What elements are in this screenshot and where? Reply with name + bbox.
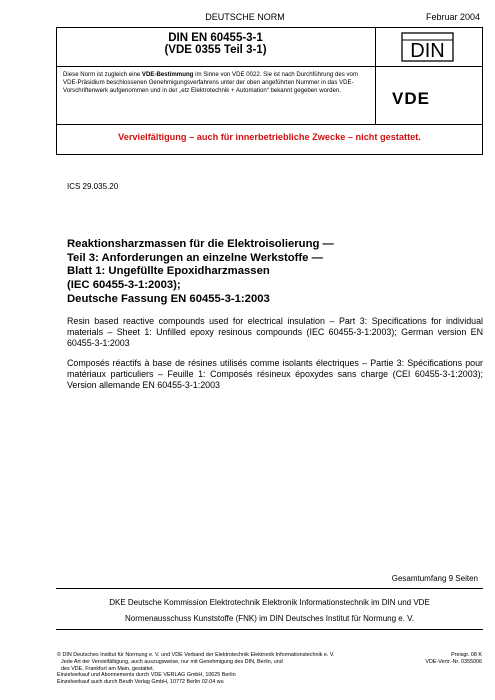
ics-code: ICS 29.035.20 xyxy=(67,182,119,191)
main-title xyxy=(67,238,467,307)
vde-id: (VDE 0355 Teil 3-1) xyxy=(164,44,267,56)
fnk-committee: Normenausschuss Kunststoffe (FNK) im DIN Deutsches Institut für Normung e. V. xyxy=(125,614,414,623)
price-group: Preisgr. 08 K xyxy=(451,652,482,658)
main-title-line: Deutsche Fassung EN 60455-3-1:2003 xyxy=(67,292,270,305)
total-pages: Gesamtumfang 9 Seiten xyxy=(391,574,478,583)
vde-contract-number: VDE-Vertr.-Nr. 0355006 xyxy=(425,658,482,665)
reproduction-notice: Vervielfältigung – auch für innerbetriebliche Zwecke – nicht gestattet. xyxy=(118,132,421,142)
din-logo-box xyxy=(375,27,483,67)
copyright-line: des VDE, Frankfurt am Main, gestattet. xyxy=(61,665,155,672)
copyright-line: Einzelverkauf auch durch Beuth Verlag GmbH, 10772 Berlin 02.04 wu xyxy=(57,679,224,686)
norm-type-label: DEUTSCHE NORM xyxy=(205,12,285,22)
french-title: Composés réactifs à base de résines utilisés comme isolants électriques – Partie 3: Spécifications pour matériaux particuliers – Feuille 1: Composés résineux époxydes sans charge (CEI 60455-3-1:2003); Version allemande EN 60455-3-1:2003 xyxy=(67,358,483,390)
price-block xyxy=(400,652,482,666)
divider-top xyxy=(56,588,483,589)
copyright-line: Jede Art der Vervielfältigung, auch auszugsweise, nur mit Genehmigung des DIN, Berlin, und xyxy=(61,658,283,665)
main-title-line: (IEC 60455-3-1:2003); xyxy=(67,279,181,292)
copyright-line: Einzelverkauf und Abonnements durch VDE VERLAG GmbH, 10625 Berlin xyxy=(57,672,236,679)
din-logo xyxy=(375,27,483,67)
publication-date: Februar 2004 xyxy=(425,12,480,22)
main-title-line: Teil 3: Anforderungen an einzelne Werkstoffe — xyxy=(67,251,323,264)
vde-notice-bold: VDE-Bestimmung xyxy=(141,71,194,78)
copyright-line: © DIN Deutsches Institut für Normung e. V. und VDE Verband der Elektrotechnik Elektronik Informationstechnik e. V. xyxy=(57,652,335,658)
copyright-block xyxy=(57,652,402,686)
main-title-line: Reaktionsharzmassen für die Elektroisolierung — xyxy=(67,238,334,250)
title-block xyxy=(56,27,376,67)
din-logo-text: DIN xyxy=(410,40,445,62)
vde-notice-rest: im Sinne von VDE 0022. Sie ist nach Durchführung des vom VDE-Präsidium beschlossenen Genehmigungsverfahrens unter der oben angeführten Nummer in das VDE-Vorschriftenwerk aufgenommen und in der „etz Elektrotechnik + Automation“ bekannt gegeben worden. xyxy=(63,71,359,94)
vde-logo: VDE xyxy=(392,89,430,108)
dke-committee: DKE Deutsche Kommission Elektrotechnik Elektronik Informationstechnik im DIN und VDE xyxy=(109,598,430,607)
vde-notice xyxy=(63,71,369,95)
vde-notice-prefix: Diese Norm ist zugleich eine xyxy=(63,71,142,78)
standard-id: DIN EN 60455-3-1 xyxy=(168,32,263,44)
divider-bottom xyxy=(56,629,483,630)
english-title: Resin based reactive compounds used for electrical insulation – Part 3: Specifications for individual materials – Sheet 1: Unfilled epoxy resinous compounds (IEC 60455-3-1:2003); German version EN 60455-3-1:2003 xyxy=(67,316,483,348)
main-title-line: Blatt 1: Ungefüllte Epoxidharzmassen xyxy=(67,265,270,278)
